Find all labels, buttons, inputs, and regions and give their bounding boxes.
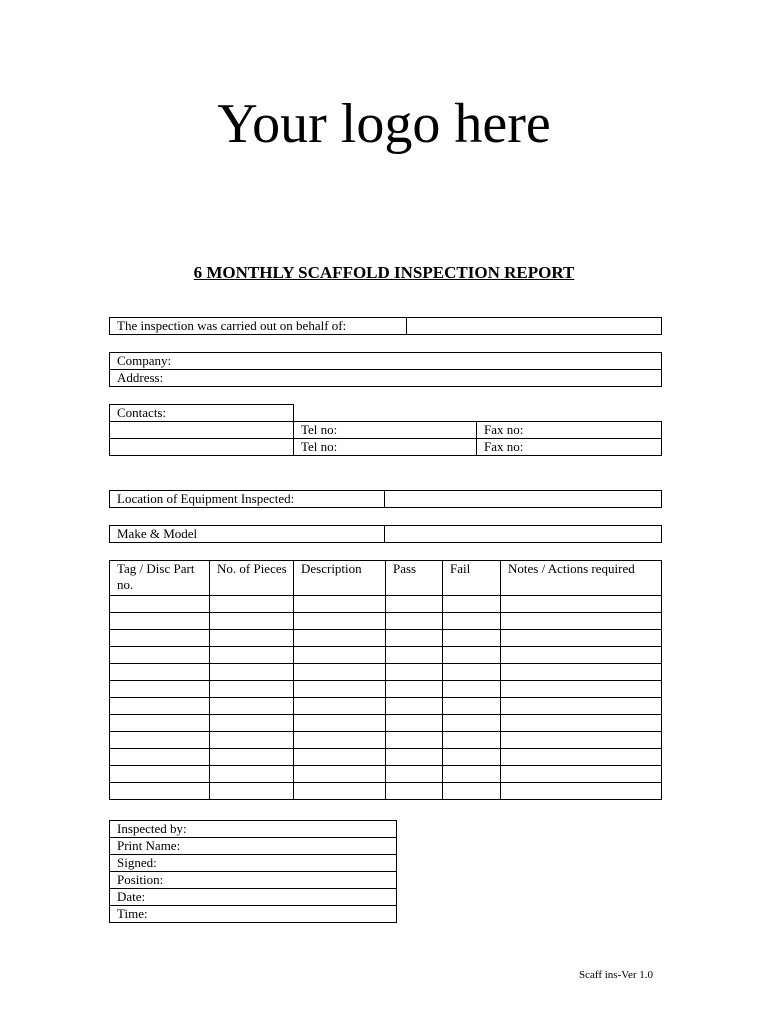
document-version: Scaff ins-Ver 1.0 [578,969,653,981]
equipment-row [110,715,662,732]
description-cell[interactable] [294,749,386,766]
pass-cell[interactable] [386,681,443,698]
fail-cell[interactable] [443,647,501,664]
pass-cell[interactable] [386,698,443,715]
pass-cell[interactable] [386,766,443,783]
signed-field[interactable]: Signed: [110,855,397,872]
notes-cell[interactable] [501,681,662,698]
tag-cell[interactable] [110,749,210,766]
notes-cell[interactable] [501,783,662,800]
signoff-row [110,821,397,838]
equipment-table [109,560,662,800]
make-model-label: Make & Model [110,526,385,543]
pass-cell[interactable] [386,664,443,681]
pass-cell[interactable] [386,596,443,613]
tag-cell[interactable] [110,681,210,698]
column-header-pieces: No. of Pieces [210,561,294,596]
description-cell[interactable] [294,613,386,630]
signoff-row [110,838,397,855]
notes-cell[interactable] [501,766,662,783]
description-cell[interactable] [294,698,386,715]
contact-row [110,439,662,456]
fail-cell[interactable] [443,749,501,766]
fail-cell[interactable] [443,715,501,732]
pieces-cell[interactable] [210,630,294,647]
description-cell[interactable] [294,596,386,613]
column-header-tag: Tag / Disc Part no. [110,561,210,596]
notes-cell[interactable] [501,715,662,732]
pass-cell[interactable] [386,783,443,800]
notes-cell[interactable] [501,647,662,664]
notes-cell[interactable] [501,596,662,613]
pieces-cell[interactable] [210,732,294,749]
tag-cell[interactable] [110,647,210,664]
contact-fax-field[interactable]: Fax no: [477,439,662,456]
pass-cell[interactable] [386,630,443,647]
notes-cell[interactable] [501,664,662,681]
make-model-table [109,525,662,543]
date-field[interactable]: Date: [110,889,397,906]
company-row [110,353,662,370]
equipment-row [110,613,662,630]
signoff-row [110,889,397,906]
pieces-cell[interactable] [210,766,294,783]
tag-cell[interactable] [110,664,210,681]
fail-cell[interactable] [443,596,501,613]
tag-cell[interactable] [110,715,210,732]
fail-cell[interactable] [443,698,501,715]
signoff-row [110,906,397,923]
equipment-row [110,749,662,766]
signoff-row [110,872,397,889]
fail-cell[interactable] [443,681,501,698]
description-cell[interactable] [294,783,386,800]
notes-cell[interactable] [501,698,662,715]
pieces-cell[interactable] [210,698,294,715]
tag-cell[interactable] [110,613,210,630]
equipment-row [110,783,662,800]
equipment-row [110,681,662,698]
location-field[interactable] [385,491,662,508]
pass-cell[interactable] [386,732,443,749]
fail-cell[interactable] [443,664,501,681]
tag-cell[interactable] [110,596,210,613]
contact-name-field[interactable] [110,439,294,456]
description-cell[interactable] [294,766,386,783]
behalf-row [110,318,662,335]
pass-cell[interactable] [386,613,443,630]
fail-cell[interactable] [443,766,501,783]
contact-name-field[interactable] [110,422,294,439]
pass-cell[interactable] [386,715,443,732]
contact-row [110,422,662,439]
pieces-cell[interactable] [210,783,294,800]
description-cell[interactable] [294,630,386,647]
address-row [110,370,662,387]
equipment-row [110,698,662,715]
pieces-cell[interactable] [210,749,294,766]
address-field[interactable]: Address: [110,370,662,387]
equipment-row [110,630,662,647]
equipment-row [110,596,662,613]
location-table [109,490,662,508]
equipment-row [110,647,662,664]
pass-cell[interactable] [386,749,443,766]
pieces-cell[interactable] [210,613,294,630]
column-header-description: Description [294,561,386,596]
description-cell[interactable] [294,664,386,681]
report-title: 6 MONTHLY SCAFFOLD INSPECTION REPORT [193,263,575,282]
pieces-cell[interactable] [210,647,294,664]
contacts-label: Contacts: [110,405,294,422]
behalf-table [109,317,662,335]
pieces-cell[interactable] [210,681,294,698]
tag-cell[interactable] [110,766,210,783]
pieces-cell[interactable] [210,664,294,681]
equipment-header-row [110,561,662,596]
location-row [110,491,662,508]
equipment-rows [110,596,662,800]
make-model-field[interactable] [385,526,662,543]
equipment-row [110,766,662,783]
fail-cell[interactable] [443,783,501,800]
logo-placeholder: Your logo here [217,93,551,155]
pass-cell[interactable] [386,647,443,664]
signoff-table [109,820,397,923]
notes-cell[interactable] [501,749,662,766]
description-cell[interactable] [294,715,386,732]
behalf-label: The inspection was carried out on behalf of: [110,318,407,335]
pieces-cell[interactable] [210,596,294,613]
print-name-field[interactable]: Print Name: [110,838,397,855]
behalf-field[interactable] [407,318,662,335]
fail-cell[interactable] [443,613,501,630]
tag-cell[interactable] [110,783,210,800]
tag-cell[interactable] [110,630,210,647]
position-field[interactable]: Position: [110,872,397,889]
pieces-cell[interactable] [210,715,294,732]
location-label: Location of Equipment Inspected: [110,491,385,508]
notes-cell[interactable] [501,732,662,749]
contact-tel-field[interactable]: Tel no: [294,439,477,456]
notes-cell[interactable] [501,613,662,630]
contact-tel-field[interactable]: Tel no: [294,422,477,439]
time-field[interactable]: Time: [110,906,397,923]
fail-cell[interactable] [443,630,501,647]
fail-cell[interactable] [443,732,501,749]
column-header-notes: Notes / Actions required [501,561,662,596]
contacts-header-row [110,405,662,422]
company-table [109,352,662,387]
tag-cell[interactable] [110,732,210,749]
column-header-pass: Pass [386,561,443,596]
description-cell[interactable] [294,647,386,664]
make-model-row [110,526,662,543]
inspected-by-field[interactable]: Inspected by: [110,821,397,838]
description-cell[interactable] [294,681,386,698]
column-header-fail: Fail [443,561,501,596]
notes-cell[interactable] [501,630,662,647]
company-field[interactable]: Company: [110,353,662,370]
signoff-row [110,855,397,872]
description-cell[interactable] [294,732,386,749]
equipment-row [110,732,662,749]
contacts-table [109,404,662,456]
tag-cell[interactable] [110,698,210,715]
contact-fax-field[interactable]: Fax no: [477,422,662,439]
equipment-row [110,664,662,681]
